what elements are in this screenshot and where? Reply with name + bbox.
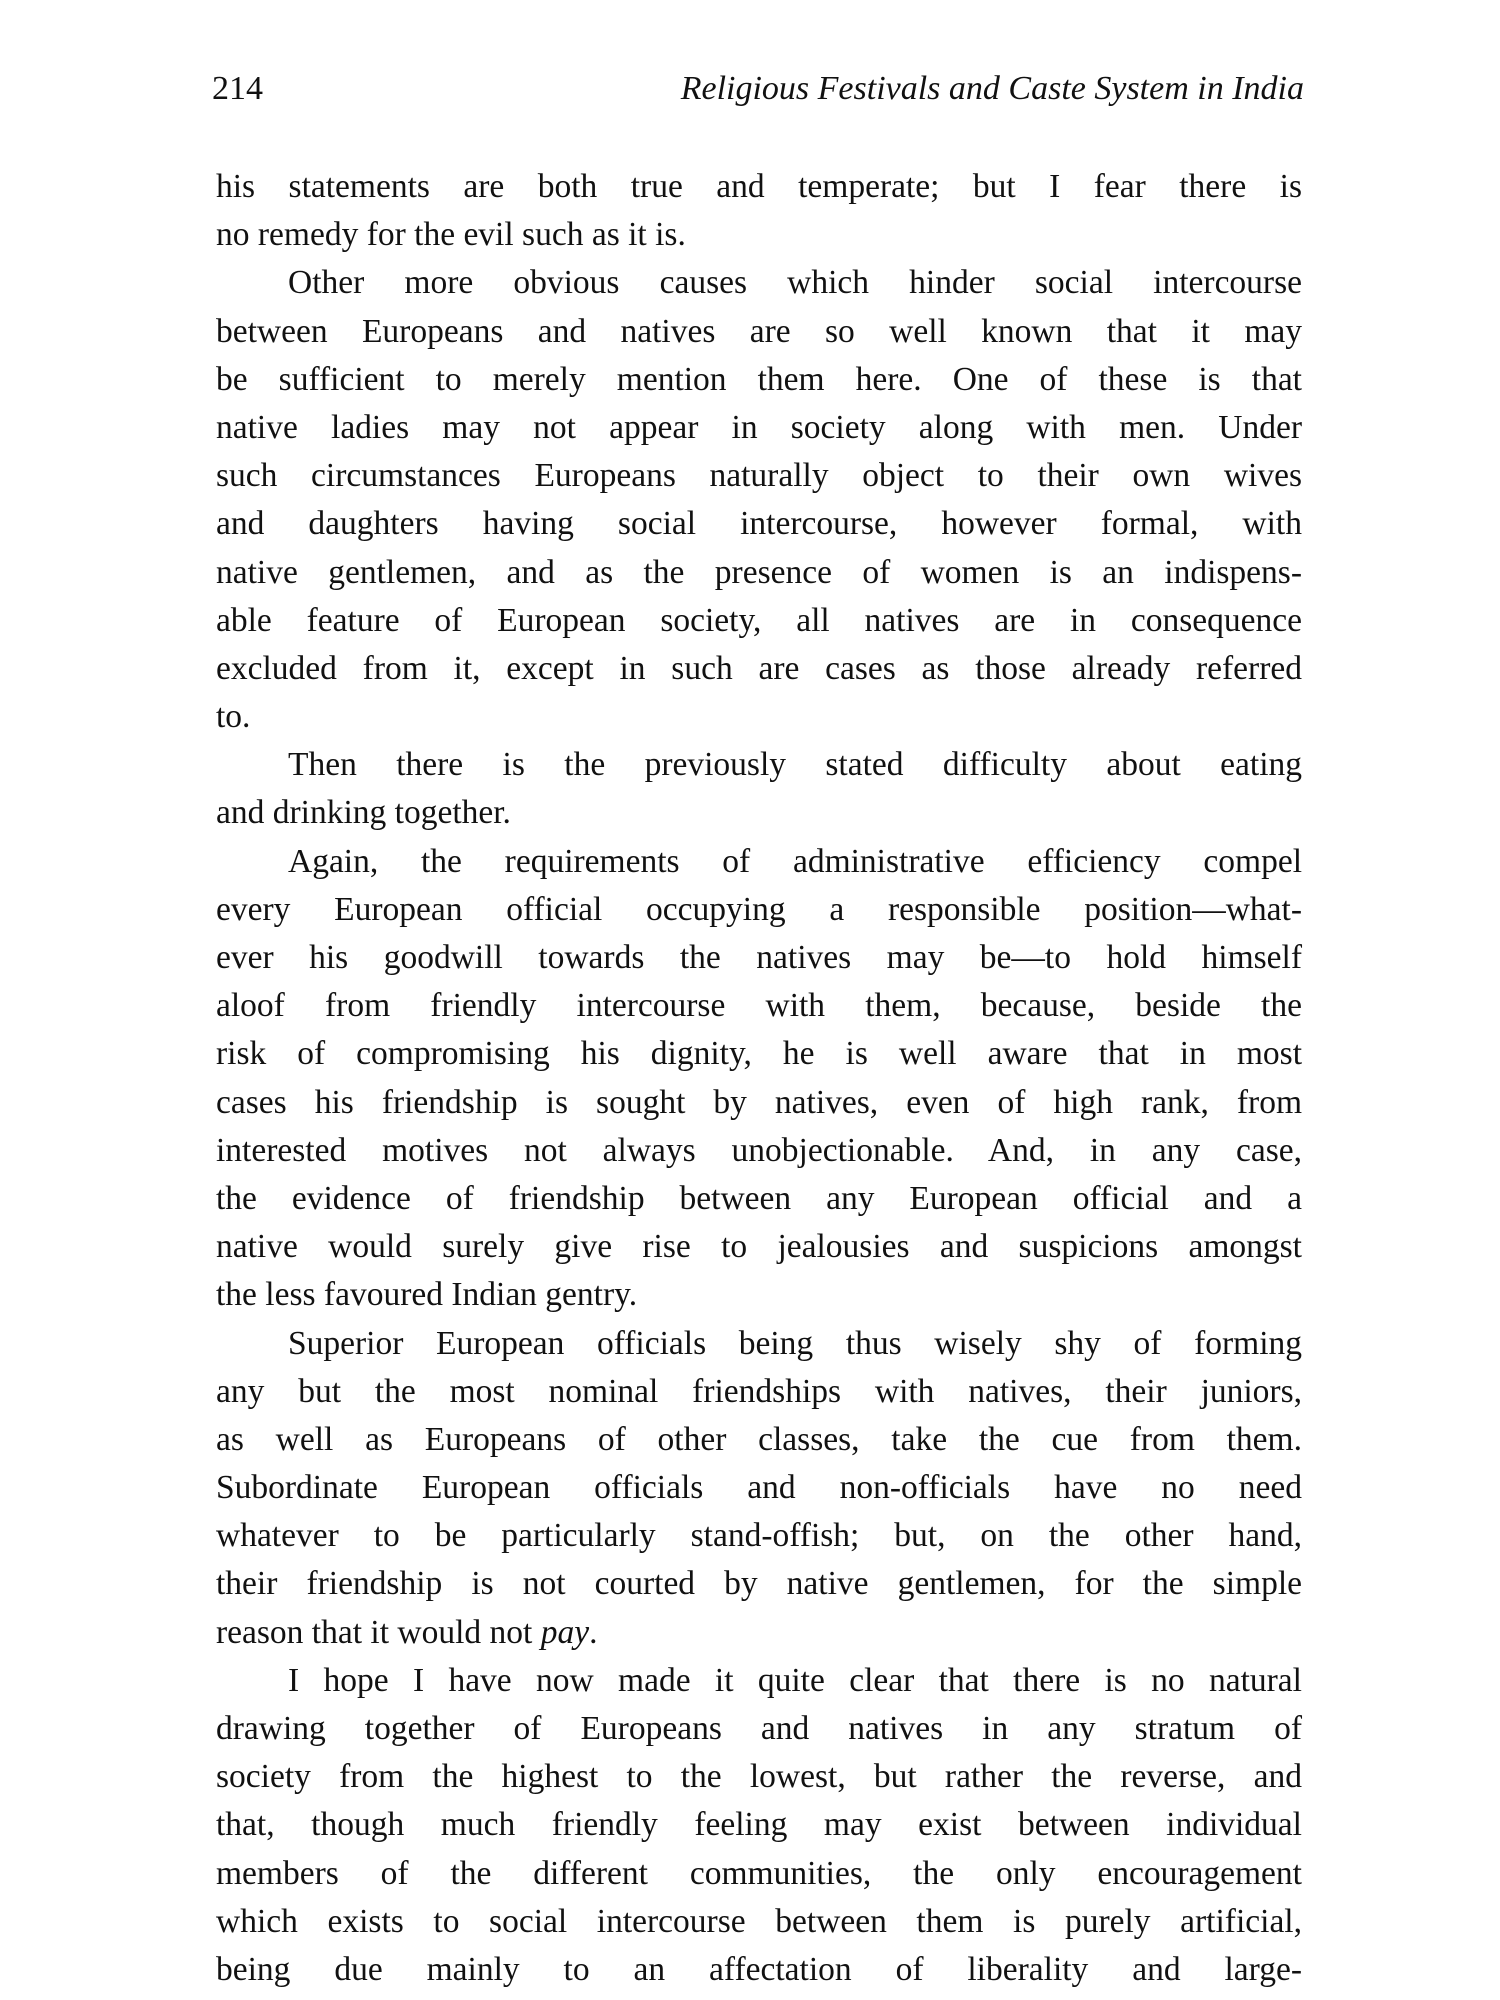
text-line: Superior European officials being thus wisely shy of forming	[288, 1324, 1302, 1362]
paragraph	[216, 163, 1302, 259]
text-line: aloof from friendly intercourse with them, because, beside the	[216, 987, 1302, 1025]
text-line: native ladies may not appear in society along with men. Under	[216, 408, 1302, 446]
text-line: whatever to be particularly stand-offish; but, on the other hand,	[216, 1517, 1302, 1555]
paragraph	[216, 259, 1302, 741]
text-line: their friendship is not courted by native gentlemen, for the simple	[216, 1565, 1302, 1603]
text-line: his statements are both true and temperate; but I fear there is	[216, 168, 1302, 205]
text-line: which exists to social intercourse between them is purely artificial,	[216, 1902, 1302, 1940]
text-line: as well as Europeans of other classes, take the cue from them.	[216, 1420, 1302, 1458]
text-line: and drinking together.	[216, 794, 511, 832]
text-line: native gentlemen, and as the presence of women is an indispens-	[216, 553, 1302, 591]
text-line: society from the highest to the lowest, but rather the reverse, and	[216, 1758, 1302, 1796]
text-line: between Europeans and natives are so well known that it may	[216, 312, 1302, 350]
text-line: Subordinate European officials and non-officials have no need	[216, 1469, 1302, 1507]
text-line: any but the most nominal friendships with natives, their juniors,	[216, 1372, 1302, 1410]
text-segment: .	[589, 1613, 598, 1651]
text-line: I hope I have now made it quite clear that there is no natural	[288, 1661, 1302, 1699]
text-line: and daughters having social intercourse, however formal, with	[216, 505, 1302, 543]
running-header	[212, 70, 1304, 114]
text-line: such circumstances Europeans naturally object to their own wives	[216, 457, 1302, 495]
paragraph	[216, 1657, 1302, 1994]
running-title: Religious Festivals and Caste System in India	[680, 70, 1304, 107]
text-line: drawing together of Europeans and natives in any stratum of	[216, 1710, 1302, 1747]
text-line: to.	[216, 698, 251, 736]
text-line: risk of compromising his dignity, he is well aware that in most	[216, 1035, 1302, 1073]
text-line: ever his goodwill towards the natives may be—to hold himself	[216, 939, 1302, 976]
text-line: the less favoured Indian gentry.	[216, 1276, 638, 1314]
text-line: that, though much friendly feeling may exist between individual	[216, 1806, 1302, 1844]
text-line: cases his friendship is sought by natives, even of high rank, from	[216, 1083, 1302, 1121]
text-line: Then there is the previously stated difficulty about eating	[288, 746, 1302, 784]
paragraph	[216, 1320, 1302, 1657]
text-segment: reason that it would not	[216, 1613, 541, 1651]
text-line: members of the different communities, the only encouragement	[216, 1854, 1302, 1892]
text-line	[216, 1609, 1302, 1657]
text-line: able feature of European society, all natives are in consequence	[216, 601, 1302, 639]
text-line: Other more obvious causes which hinder social intercourse	[288, 264, 1302, 302]
text-line: excluded from it, except in such are cases as those already referred	[216, 649, 1302, 687]
text-line: no remedy for the evil such as it is.	[216, 216, 686, 254]
text-line: native would surely give rise to jealousies and suspicions amongst	[216, 1228, 1302, 1266]
paragraph	[216, 838, 1302, 1320]
text-line: every European official occupying a responsible position—what-	[216, 890, 1302, 928]
body-text	[216, 163, 1302, 1994]
italic-text: pay	[540, 1613, 590, 1651]
page-number: 214	[212, 70, 263, 107]
text-line: be sufficient to merely mention them here. One of these is that	[216, 360, 1302, 398]
text-line: interested motives not always unobjectionable. And, in any case,	[216, 1131, 1302, 1169]
paragraph	[216, 741, 1302, 837]
text-line: being due mainly to an affectation of liberality and large-	[216, 1950, 1302, 1988]
text-line: Again, the requirements of administrative efficiency compel	[288, 842, 1302, 880]
text-line: the evidence of friendship between any European official and a	[216, 1179, 1302, 1217]
